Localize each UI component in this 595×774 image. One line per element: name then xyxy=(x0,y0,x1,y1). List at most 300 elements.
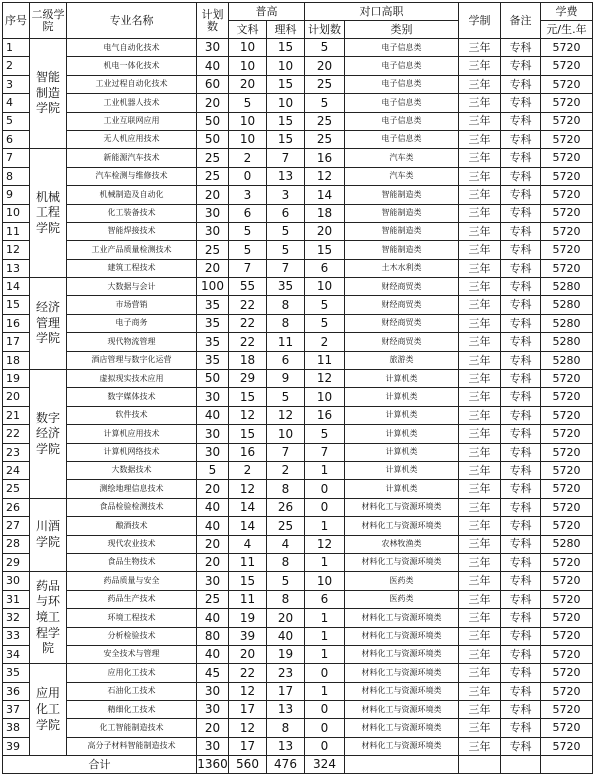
row-plan: 40 xyxy=(197,57,229,75)
row-fee: 5720 xyxy=(541,75,593,93)
row-seq: 11 xyxy=(3,222,30,240)
header-fee-unit: 元/生.年 xyxy=(541,21,593,39)
row-plan: 80 xyxy=(197,627,229,645)
row-voc-plan: 14 xyxy=(305,186,345,204)
row-science: 13 xyxy=(267,737,305,755)
row-system: 三年 xyxy=(459,94,501,112)
row-major-name: 酒店管理与数字化运营 xyxy=(67,351,197,369)
college-name: 药品与环境工程学院 xyxy=(30,572,67,664)
row-science: 7 xyxy=(267,149,305,167)
row-arts: 10 xyxy=(229,39,267,57)
row-voc-plan: 1 xyxy=(305,682,345,700)
row-note: 专科 xyxy=(501,167,541,185)
row-plan: 25 xyxy=(197,590,229,608)
college-name: 经济管理学院 xyxy=(30,278,67,370)
row-arts: 15 xyxy=(229,572,267,590)
row-seq: 21 xyxy=(3,406,30,424)
row-major-name: 市场营销 xyxy=(67,296,197,314)
row-major-name: 电子商务 xyxy=(67,314,197,332)
row-seq: 9 xyxy=(3,186,30,204)
row-science: 25 xyxy=(267,517,305,535)
row-note: 专科 xyxy=(501,425,541,443)
row-science: 5 xyxy=(267,572,305,590)
table-row xyxy=(3,682,593,700)
row-major-name: 虚拟现实技术应用 xyxy=(67,370,197,388)
row-fee: 5720 xyxy=(541,112,593,130)
header-vocational: 对口高职 xyxy=(305,3,459,21)
row-system: 三年 xyxy=(459,370,501,388)
row-note: 专科 xyxy=(501,609,541,627)
row-science: 5 xyxy=(267,388,305,406)
row-arts: 14 xyxy=(229,517,267,535)
row-major-name: 建筑工程技术 xyxy=(67,259,197,277)
row-arts: 17 xyxy=(229,737,267,755)
row-voc-plan: 5 xyxy=(305,425,345,443)
row-seq: 26 xyxy=(3,498,30,516)
row-voc-plan: 1 xyxy=(305,553,345,571)
row-voc-category: 智能制造类 xyxy=(345,241,459,259)
row-plan: 40 xyxy=(197,406,229,424)
row-arts: 17 xyxy=(229,701,267,719)
row-system: 三年 xyxy=(459,388,501,406)
row-science: 7 xyxy=(267,259,305,277)
table-row xyxy=(3,130,593,148)
row-arts: 22 xyxy=(229,296,267,314)
row-fee: 5720 xyxy=(541,682,593,700)
row-voc-category: 电子信息类 xyxy=(345,130,459,148)
row-seq: 4 xyxy=(3,94,30,112)
row-science: 20 xyxy=(267,609,305,627)
row-arts: 18 xyxy=(229,351,267,369)
row-major-name: 现代物流管理 xyxy=(67,333,197,351)
row-system: 三年 xyxy=(459,75,501,93)
row-arts: 11 xyxy=(229,553,267,571)
row-voc-category: 汽车类 xyxy=(345,167,459,185)
total-empty-fee xyxy=(541,756,593,774)
row-voc-plan: 25 xyxy=(305,112,345,130)
row-note: 专科 xyxy=(501,186,541,204)
row-voc-plan: 1 xyxy=(305,517,345,535)
table-row xyxy=(3,75,593,93)
row-voc-category: 材料化工与资源环境类 xyxy=(345,701,459,719)
row-note: 专科 xyxy=(501,480,541,498)
row-seq: 34 xyxy=(3,645,30,663)
table-row xyxy=(3,535,593,553)
row-voc-category: 智能制造类 xyxy=(345,186,459,204)
header-fee: 学费 xyxy=(541,3,593,21)
row-voc-category: 材料化工与资源环境类 xyxy=(345,664,459,682)
row-fee: 5720 xyxy=(541,737,593,755)
row-science: 26 xyxy=(267,498,305,516)
row-plan: 40 xyxy=(197,517,229,535)
row-note: 专科 xyxy=(501,241,541,259)
row-fee: 5280 xyxy=(541,314,593,332)
row-voc-plan: 12 xyxy=(305,167,345,185)
row-plan: 60 xyxy=(197,75,229,93)
row-note: 专科 xyxy=(501,278,541,296)
row-seq: 6 xyxy=(3,130,30,148)
row-major-name: 食品生物技术 xyxy=(67,553,197,571)
row-seq: 28 xyxy=(3,535,30,553)
row-arts: 15 xyxy=(229,388,267,406)
row-science: 10 xyxy=(267,94,305,112)
row-arts: 10 xyxy=(229,112,267,130)
row-fee: 5720 xyxy=(541,259,593,277)
row-voc-plan: 10 xyxy=(305,278,345,296)
row-plan: 20 xyxy=(197,480,229,498)
row-arts: 7 xyxy=(229,259,267,277)
table-row xyxy=(3,406,593,424)
row-voc-category: 智能制造类 xyxy=(345,222,459,240)
row-arts: 5 xyxy=(229,222,267,240)
table-row xyxy=(3,627,593,645)
row-voc-category: 计算机类 xyxy=(345,388,459,406)
row-note: 专科 xyxy=(501,112,541,130)
row-major-name: 酿酒技术 xyxy=(67,517,197,535)
row-seq: 37 xyxy=(3,701,30,719)
row-arts: 10 xyxy=(229,130,267,148)
row-seq: 27 xyxy=(3,517,30,535)
row-seq: 30 xyxy=(3,572,30,590)
header-college: 二级学院 xyxy=(30,3,67,39)
row-major-name: 机电一体化技术 xyxy=(67,57,197,75)
row-plan: 30 xyxy=(197,572,229,590)
row-major-name: 计算机网络技术 xyxy=(67,443,197,461)
row-science: 11 xyxy=(267,333,305,351)
table-row xyxy=(3,314,593,332)
row-note: 专科 xyxy=(501,406,541,424)
table-row xyxy=(3,719,593,737)
row-voc-category: 电子信息类 xyxy=(345,75,459,93)
row-science: 3 xyxy=(267,186,305,204)
row-note: 专科 xyxy=(501,222,541,240)
row-fee: 5720 xyxy=(541,701,593,719)
table-row xyxy=(3,241,593,259)
row-seq: 7 xyxy=(3,149,30,167)
row-fee: 5720 xyxy=(541,149,593,167)
row-system: 三年 xyxy=(459,259,501,277)
row-voc-plan: 2 xyxy=(305,333,345,351)
row-science: 8 xyxy=(267,553,305,571)
row-science: 8 xyxy=(267,719,305,737)
header-general: 普高 xyxy=(229,3,305,21)
row-voc-plan: 5 xyxy=(305,296,345,314)
row-fee: 5720 xyxy=(541,498,593,516)
row-major-name: 安全技术与管理 xyxy=(67,645,197,663)
college-name: 数字经济学院 xyxy=(30,370,67,499)
row-seq: 31 xyxy=(3,590,30,608)
total-science: 476 xyxy=(267,756,305,774)
row-note: 专科 xyxy=(501,737,541,755)
table-row xyxy=(3,278,593,296)
row-science: 15 xyxy=(267,112,305,130)
row-voc-category: 旅游类 xyxy=(345,351,459,369)
row-major-name: 食品检验检测技术 xyxy=(67,498,197,516)
row-science: 10 xyxy=(267,57,305,75)
row-plan: 40 xyxy=(197,498,229,516)
row-major-name: 石油化工技术 xyxy=(67,682,197,700)
row-arts: 20 xyxy=(229,645,267,663)
row-note: 专科 xyxy=(501,296,541,314)
row-seq: 17 xyxy=(3,333,30,351)
row-system: 三年 xyxy=(459,461,501,479)
row-seq: 35 xyxy=(3,664,30,682)
row-science: 35 xyxy=(267,278,305,296)
row-fee: 5720 xyxy=(541,204,593,222)
row-plan: 35 xyxy=(197,351,229,369)
row-science: 4 xyxy=(267,535,305,553)
college-name: 机械工程学院 xyxy=(30,149,67,278)
table-row xyxy=(3,351,593,369)
row-system: 三年 xyxy=(459,149,501,167)
row-system: 三年 xyxy=(459,296,501,314)
row-voc-category: 财经商贸类 xyxy=(345,278,459,296)
row-fee: 5720 xyxy=(541,241,593,259)
row-fee: 5280 xyxy=(541,296,593,314)
row-system: 三年 xyxy=(459,443,501,461)
row-plan: 20 xyxy=(197,259,229,277)
college-name: 智能制造学院 xyxy=(30,39,67,149)
table-row xyxy=(3,333,593,351)
row-fee: 5720 xyxy=(541,645,593,663)
row-voc-category: 计算机类 xyxy=(345,406,459,424)
row-plan: 35 xyxy=(197,296,229,314)
total-row xyxy=(3,756,593,774)
header-voc-plan: 计划数 xyxy=(305,21,345,39)
row-voc-plan: 25 xyxy=(305,130,345,148)
row-science: 15 xyxy=(267,75,305,93)
row-voc-plan: 11 xyxy=(305,351,345,369)
row-science: 5 xyxy=(267,222,305,240)
row-arts: 12 xyxy=(229,480,267,498)
row-voc-category: 医药类 xyxy=(345,572,459,590)
row-note: 专科 xyxy=(501,443,541,461)
row-system: 三年 xyxy=(459,57,501,75)
row-voc-plan: 6 xyxy=(305,259,345,277)
row-system: 三年 xyxy=(459,645,501,663)
table-row xyxy=(3,186,593,204)
row-science: 7 xyxy=(267,443,305,461)
row-voc-category: 电子信息类 xyxy=(345,94,459,112)
table-row xyxy=(3,480,593,498)
row-system: 三年 xyxy=(459,39,501,57)
row-arts: 15 xyxy=(229,425,267,443)
row-arts: 11 xyxy=(229,590,267,608)
row-major-name: 数字媒体技术 xyxy=(67,388,197,406)
row-system: 三年 xyxy=(459,425,501,443)
row-plan: 30 xyxy=(197,737,229,755)
table-row xyxy=(3,39,593,57)
college-name: 川酒学院 xyxy=(30,498,67,572)
row-plan: 30 xyxy=(197,204,229,222)
row-voc-category: 智能制造类 xyxy=(345,204,459,222)
row-science: 15 xyxy=(267,130,305,148)
row-note: 专科 xyxy=(501,664,541,682)
row-fee: 5720 xyxy=(541,480,593,498)
header-arts: 文科 xyxy=(229,21,267,39)
row-plan: 30 xyxy=(197,39,229,57)
row-system: 三年 xyxy=(459,498,501,516)
row-arts: 2 xyxy=(229,149,267,167)
row-science: 17 xyxy=(267,682,305,700)
row-arts: 55 xyxy=(229,278,267,296)
row-seq: 12 xyxy=(3,241,30,259)
row-seq: 24 xyxy=(3,461,30,479)
row-science: 10 xyxy=(267,425,305,443)
row-arts: 2 xyxy=(229,461,267,479)
row-seq: 39 xyxy=(3,737,30,755)
header-note: 备注 xyxy=(501,3,541,39)
row-voc-category: 汽车类 xyxy=(345,149,459,167)
row-note: 专科 xyxy=(501,204,541,222)
row-plan: 50 xyxy=(197,112,229,130)
row-fee: 5720 xyxy=(541,590,593,608)
row-system: 三年 xyxy=(459,590,501,608)
row-voc-category: 材料化工与资源环境类 xyxy=(345,719,459,737)
row-voc-category: 材料化工与资源环境类 xyxy=(345,682,459,700)
row-system: 三年 xyxy=(459,314,501,332)
row-voc-category: 材料化工与资源环境类 xyxy=(345,498,459,516)
row-system: 三年 xyxy=(459,351,501,369)
row-major-name: 化工装备技术 xyxy=(67,204,197,222)
row-system: 三年 xyxy=(459,112,501,130)
row-seq: 38 xyxy=(3,719,30,737)
row-arts: 3 xyxy=(229,186,267,204)
table-row xyxy=(3,609,593,627)
row-arts: 12 xyxy=(229,719,267,737)
row-voc-category: 医药类 xyxy=(345,590,459,608)
row-plan: 45 xyxy=(197,664,229,682)
row-system: 三年 xyxy=(459,609,501,627)
row-voc-category: 材料化工与资源环境类 xyxy=(345,609,459,627)
row-plan: 100 xyxy=(197,278,229,296)
row-seq: 1 xyxy=(3,39,30,57)
row-major-name: 分析检验技术 xyxy=(67,627,197,645)
row-major-name: 计算机应用技术 xyxy=(67,425,197,443)
row-major-name: 无人机应用技术 xyxy=(67,130,197,148)
row-plan: 25 xyxy=(197,167,229,185)
row-fee: 5720 xyxy=(541,719,593,737)
row-voc-category: 计算机类 xyxy=(345,425,459,443)
row-note: 专科 xyxy=(501,517,541,535)
row-plan: 35 xyxy=(197,314,229,332)
row-arts: 12 xyxy=(229,406,267,424)
table-row xyxy=(3,664,593,682)
row-voc-plan: 5 xyxy=(305,94,345,112)
row-plan: 20 xyxy=(197,94,229,112)
row-fee: 5280 xyxy=(541,535,593,553)
row-arts: 12 xyxy=(229,682,267,700)
row-system: 三年 xyxy=(459,719,501,737)
row-system: 三年 xyxy=(459,535,501,553)
row-note: 专科 xyxy=(501,57,541,75)
row-seq: 22 xyxy=(3,425,30,443)
row-science: 40 xyxy=(267,627,305,645)
table-row xyxy=(3,149,593,167)
table-row xyxy=(3,737,593,755)
row-note: 专科 xyxy=(501,461,541,479)
row-voc-plan: 10 xyxy=(305,388,345,406)
row-arts: 6 xyxy=(229,204,267,222)
row-voc-category: 财经商贸类 xyxy=(345,296,459,314)
row-major-name: 工业互联网应用 xyxy=(67,112,197,130)
row-science: 23 xyxy=(267,664,305,682)
header-plan: 计划数 xyxy=(197,3,229,39)
row-voc-category: 材料化工与资源环境类 xyxy=(345,517,459,535)
row-system: 三年 xyxy=(459,480,501,498)
row-fee: 5720 xyxy=(541,461,593,479)
row-note: 专科 xyxy=(501,39,541,57)
row-fee: 5720 xyxy=(541,664,593,682)
header-major: 专业名称 xyxy=(67,3,197,39)
row-voc-plan: 15 xyxy=(305,241,345,259)
total-empty-note xyxy=(501,756,541,774)
row-seq: 33 xyxy=(3,627,30,645)
row-science: 8 xyxy=(267,480,305,498)
row-voc-category: 电子信息类 xyxy=(345,112,459,130)
row-science: 12 xyxy=(267,406,305,424)
table-row xyxy=(3,204,593,222)
row-arts: 0 xyxy=(229,167,267,185)
row-system: 三年 xyxy=(459,333,501,351)
row-science: 19 xyxy=(267,645,305,663)
total-empty-system xyxy=(459,756,501,774)
row-arts: 39 xyxy=(229,627,267,645)
row-science: 8 xyxy=(267,296,305,314)
table-row xyxy=(3,701,593,719)
row-major-name: 智能焊接技术 xyxy=(67,222,197,240)
row-fee: 5720 xyxy=(541,94,593,112)
row-voc-plan: 20 xyxy=(305,222,345,240)
row-plan: 5 xyxy=(197,461,229,479)
row-note: 专科 xyxy=(501,535,541,553)
row-system: 三年 xyxy=(459,204,501,222)
row-seq: 8 xyxy=(3,167,30,185)
row-arts: 4 xyxy=(229,535,267,553)
row-system: 三年 xyxy=(459,278,501,296)
row-arts: 16 xyxy=(229,443,267,461)
table-row xyxy=(3,645,593,663)
row-arts: 5 xyxy=(229,241,267,259)
row-science: 5 xyxy=(267,241,305,259)
row-plan: 30 xyxy=(197,682,229,700)
row-seq: 15 xyxy=(3,296,30,314)
row-science: 13 xyxy=(267,701,305,719)
row-seq: 20 xyxy=(3,388,30,406)
row-plan: 30 xyxy=(197,701,229,719)
row-plan: 50 xyxy=(197,370,229,388)
row-system: 三年 xyxy=(459,517,501,535)
row-major-name: 药品质量与安全 xyxy=(67,572,197,590)
row-voc-category: 计算机类 xyxy=(345,443,459,461)
row-voc-plan: 0 xyxy=(305,664,345,682)
row-system: 三年 xyxy=(459,167,501,185)
row-voc-plan: 16 xyxy=(305,149,345,167)
row-voc-plan: 10 xyxy=(305,572,345,590)
row-science: 8 xyxy=(267,314,305,332)
row-voc-plan: 20 xyxy=(305,57,345,75)
table-row xyxy=(3,443,593,461)
row-voc-plan: 0 xyxy=(305,498,345,516)
row-voc-plan: 0 xyxy=(305,737,345,755)
row-voc-plan: 5 xyxy=(305,314,345,332)
row-note: 专科 xyxy=(501,701,541,719)
row-arts: 22 xyxy=(229,314,267,332)
row-seq: 29 xyxy=(3,553,30,571)
table-row xyxy=(3,370,593,388)
row-major-name: 应用化工技术 xyxy=(67,664,197,682)
college-name: 应用化工学院 xyxy=(30,664,67,756)
